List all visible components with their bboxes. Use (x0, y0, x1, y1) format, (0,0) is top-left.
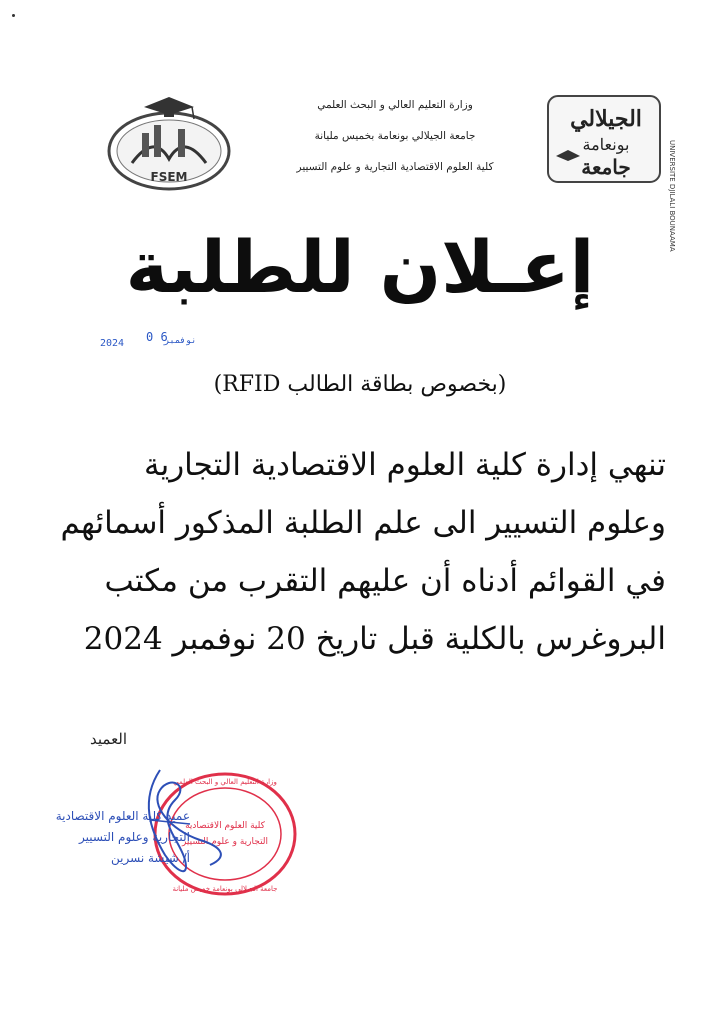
faculty-logo (104, 93, 234, 193)
body-line: وعلوم التسيير الى علم الطلبة المذكور أسمائهم (60, 505, 666, 541)
date-stamp-year: 2024 (100, 338, 125, 349)
scan-speck (12, 14, 15, 17)
faculty-name: كلية العلوم الاقتصادية التجارية و علوم التسيير (296, 161, 494, 173)
signer-title: العميد (90, 730, 128, 748)
svg-text:التجارية و علوم التسيير: التجارية و علوم التسيير (181, 837, 269, 847)
svg-text:كلية العلوم الاقتصادية: كلية العلوم الاقتصادية (185, 821, 265, 831)
body-line: البروغرس بالكلية قبل تاريخ 20 نوفمبر 2024 (83, 621, 666, 657)
dean-stamp-line: عميد كلية العلوم الاقتصادية (55, 809, 190, 823)
svg-text:جامعة الجيلالي بونعامة خميس مل: جامعة الجيلالي بونعامة خميس مليانة (172, 885, 278, 893)
institution-header (270, 90, 520, 183)
svg-text:FSEM: FSEM (150, 170, 188, 184)
svg-text:UNIVERSITE DJILALI BOUNAAMA: UNIVERSITE DJILALI BOUNAAMA (668, 140, 676, 252)
svg-text:جامعة: جامعة (581, 155, 631, 179)
announcement-body (60, 436, 666, 668)
dean-stamp-line: التجارية وعلوم التسيير (79, 830, 190, 844)
body-line: في القوائم أدناه أن عليهم التقرب من مكتب (104, 563, 666, 599)
date-stamp-month: نوفمبر (164, 336, 197, 346)
body-line: تنهي إدارة كلية العلوم الاقتصادية التجارية (143, 447, 666, 483)
svg-text:الجيلالي: الجيلالي (570, 106, 642, 132)
svg-text:وزارة التعليم العالي و البحث ا: وزارة التعليم العالي و البحث العلمي (173, 778, 277, 786)
dean-stamp-line: أ/ شيشة نسرين (111, 851, 190, 865)
university-logo (540, 90, 680, 252)
page-subtitle: (بخصوص بطاقة الطالب RFID) (213, 372, 507, 397)
handwritten-signature (130, 760, 240, 890)
date-stamp-day: 0 6 (146, 330, 168, 344)
university-name: جامعة الجيلالي بونعامة بخميس مليانة (314, 130, 476, 142)
page-title: إعـلان للطلبة (125, 225, 595, 309)
svg-text:بونعامة: بونعامة (582, 135, 630, 154)
ministry-name: وزارة التعليم العالي و البحث العلمي (317, 99, 473, 111)
